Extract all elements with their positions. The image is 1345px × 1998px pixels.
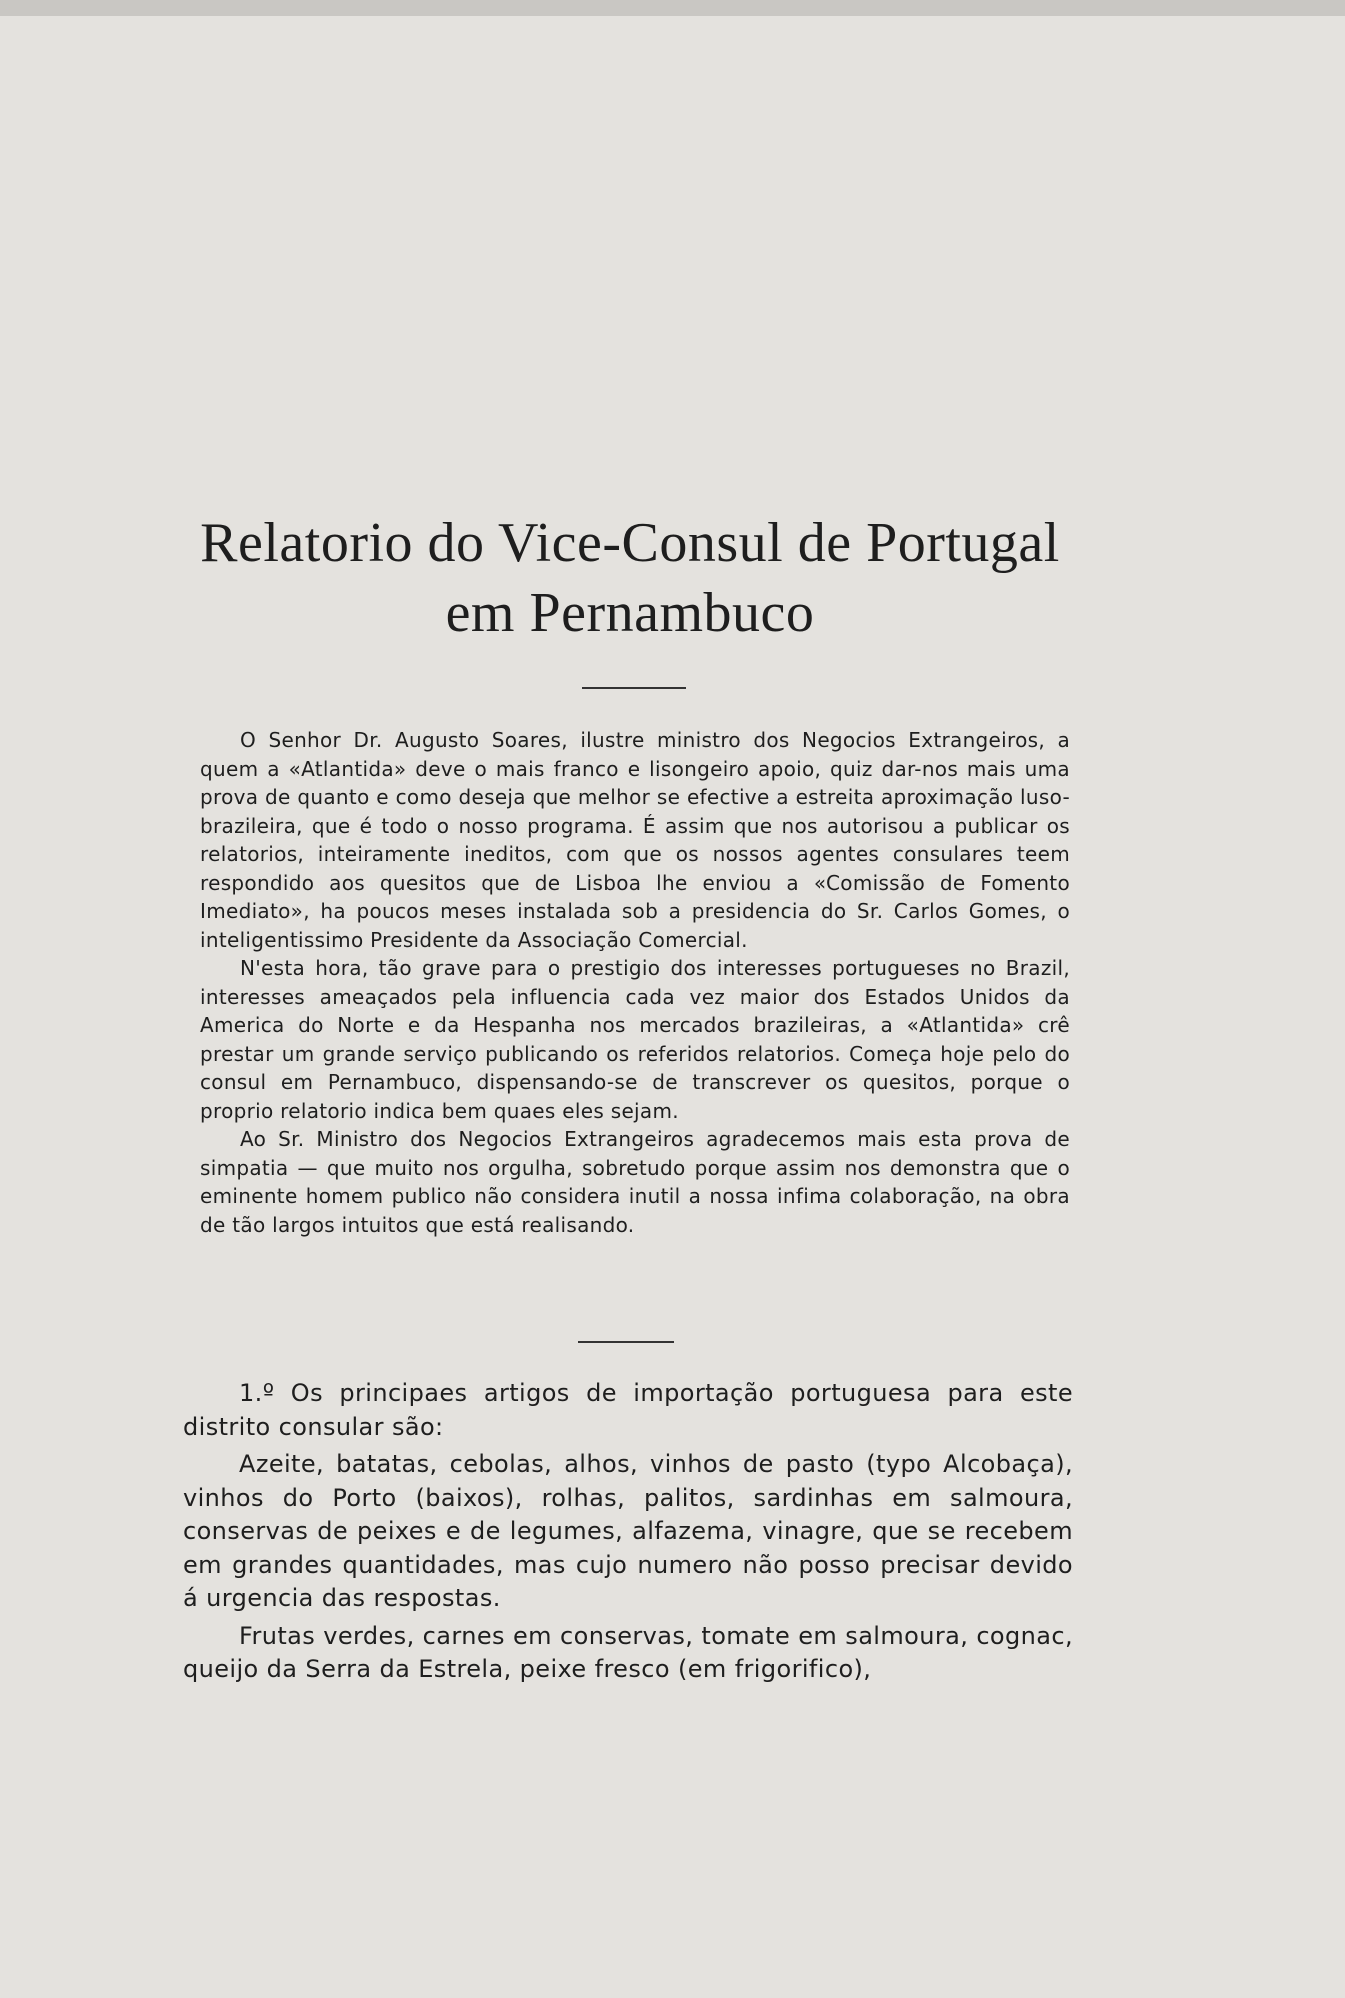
section-divider: [578, 1341, 674, 1343]
article-title: [180, 508, 1080, 648]
report-paragraph: Frutas verdes, carnes em conservas, tomate em salmoura, cognac, queijo da Serra da Estrela, peixe fresco (em frigorifico),: [183, 1621, 1073, 1683]
scan-top-edge: [0, 0, 1345, 16]
title-divider: [582, 687, 686, 689]
editorial-introduction: [200, 726, 1070, 1239]
report-paragraph: Azeite, batatas, cebolas, alhos, vinhos de pasto (typo Alcobaça), vinhos do Porto (baixos), rolhas, palitos, sardinhas em salmoura, conservas de peixes e de legumes, alfazema, vinagre, que se recebem em grandes quantidades, mas cujo numero não posso precisar devido á urgencia das respostas.: [183, 1450, 1073, 1612]
intro-paragraph: Ao Sr. Ministro dos Negocios Extrangeiros agradecemos mais esta prova de simpatia — que muito nos orgulha, sobretudo porque assim nos demonstra que o eminente homem publico não considera inutil a nossa infima colaboração, na obra de tão largos intuitos que está realisando.: [200, 1127, 1070, 1237]
report-body: [183, 1377, 1073, 1691]
intro-paragraph: N'esta hora, tão grave para o prestigio dos interesses portugueses no Brazil, interesses ameaçados pela influencia cada vez maior dos Estados Unidos da America do Norte e da Hespanha nos mercados brazileiras, a «Atlantida» crê prestar um grande serviço publicando os referidos relatorios. Começa hoje pelo do consul em Pernambuco, dispensando-se de transcrever os quesitos, porque o proprio relatorio indica bem quaes eles sejam.: [200, 956, 1070, 1123]
title-line-2: em Pernambuco: [445, 582, 815, 644]
title-line-1: Relatorio do Vice-Consul de Portugal: [200, 512, 1060, 574]
report-paragraph: 1.º Os principaes artigos de importação portuguesa para este distrito consular são:: [183, 1379, 1073, 1441]
intro-paragraph: O Senhor Dr. Augusto Soares, ilustre ministro dos Negocios Extrangeiros, a quem a «Atlantida» deve o mais franco e lisongeiro apoio, quiz dar-nos mais uma prova de quanto e como deseja que melhor se efective a estreita aproximação luso-brazileira, que é todo o nosso programa. É assim que nos autorisou a publicar os relatorios, inteiramente ineditos, com que os nossos agentes consulares teem respondido aos quesitos que de Lisboa lhe enviou a «Comissão de Fomento Imediato», ha poucos meses instalada sob a presidencia do Sr. Carlos Gomes, o inteligentissimo Presidente da Associação Comercial.: [200, 728, 1070, 952]
